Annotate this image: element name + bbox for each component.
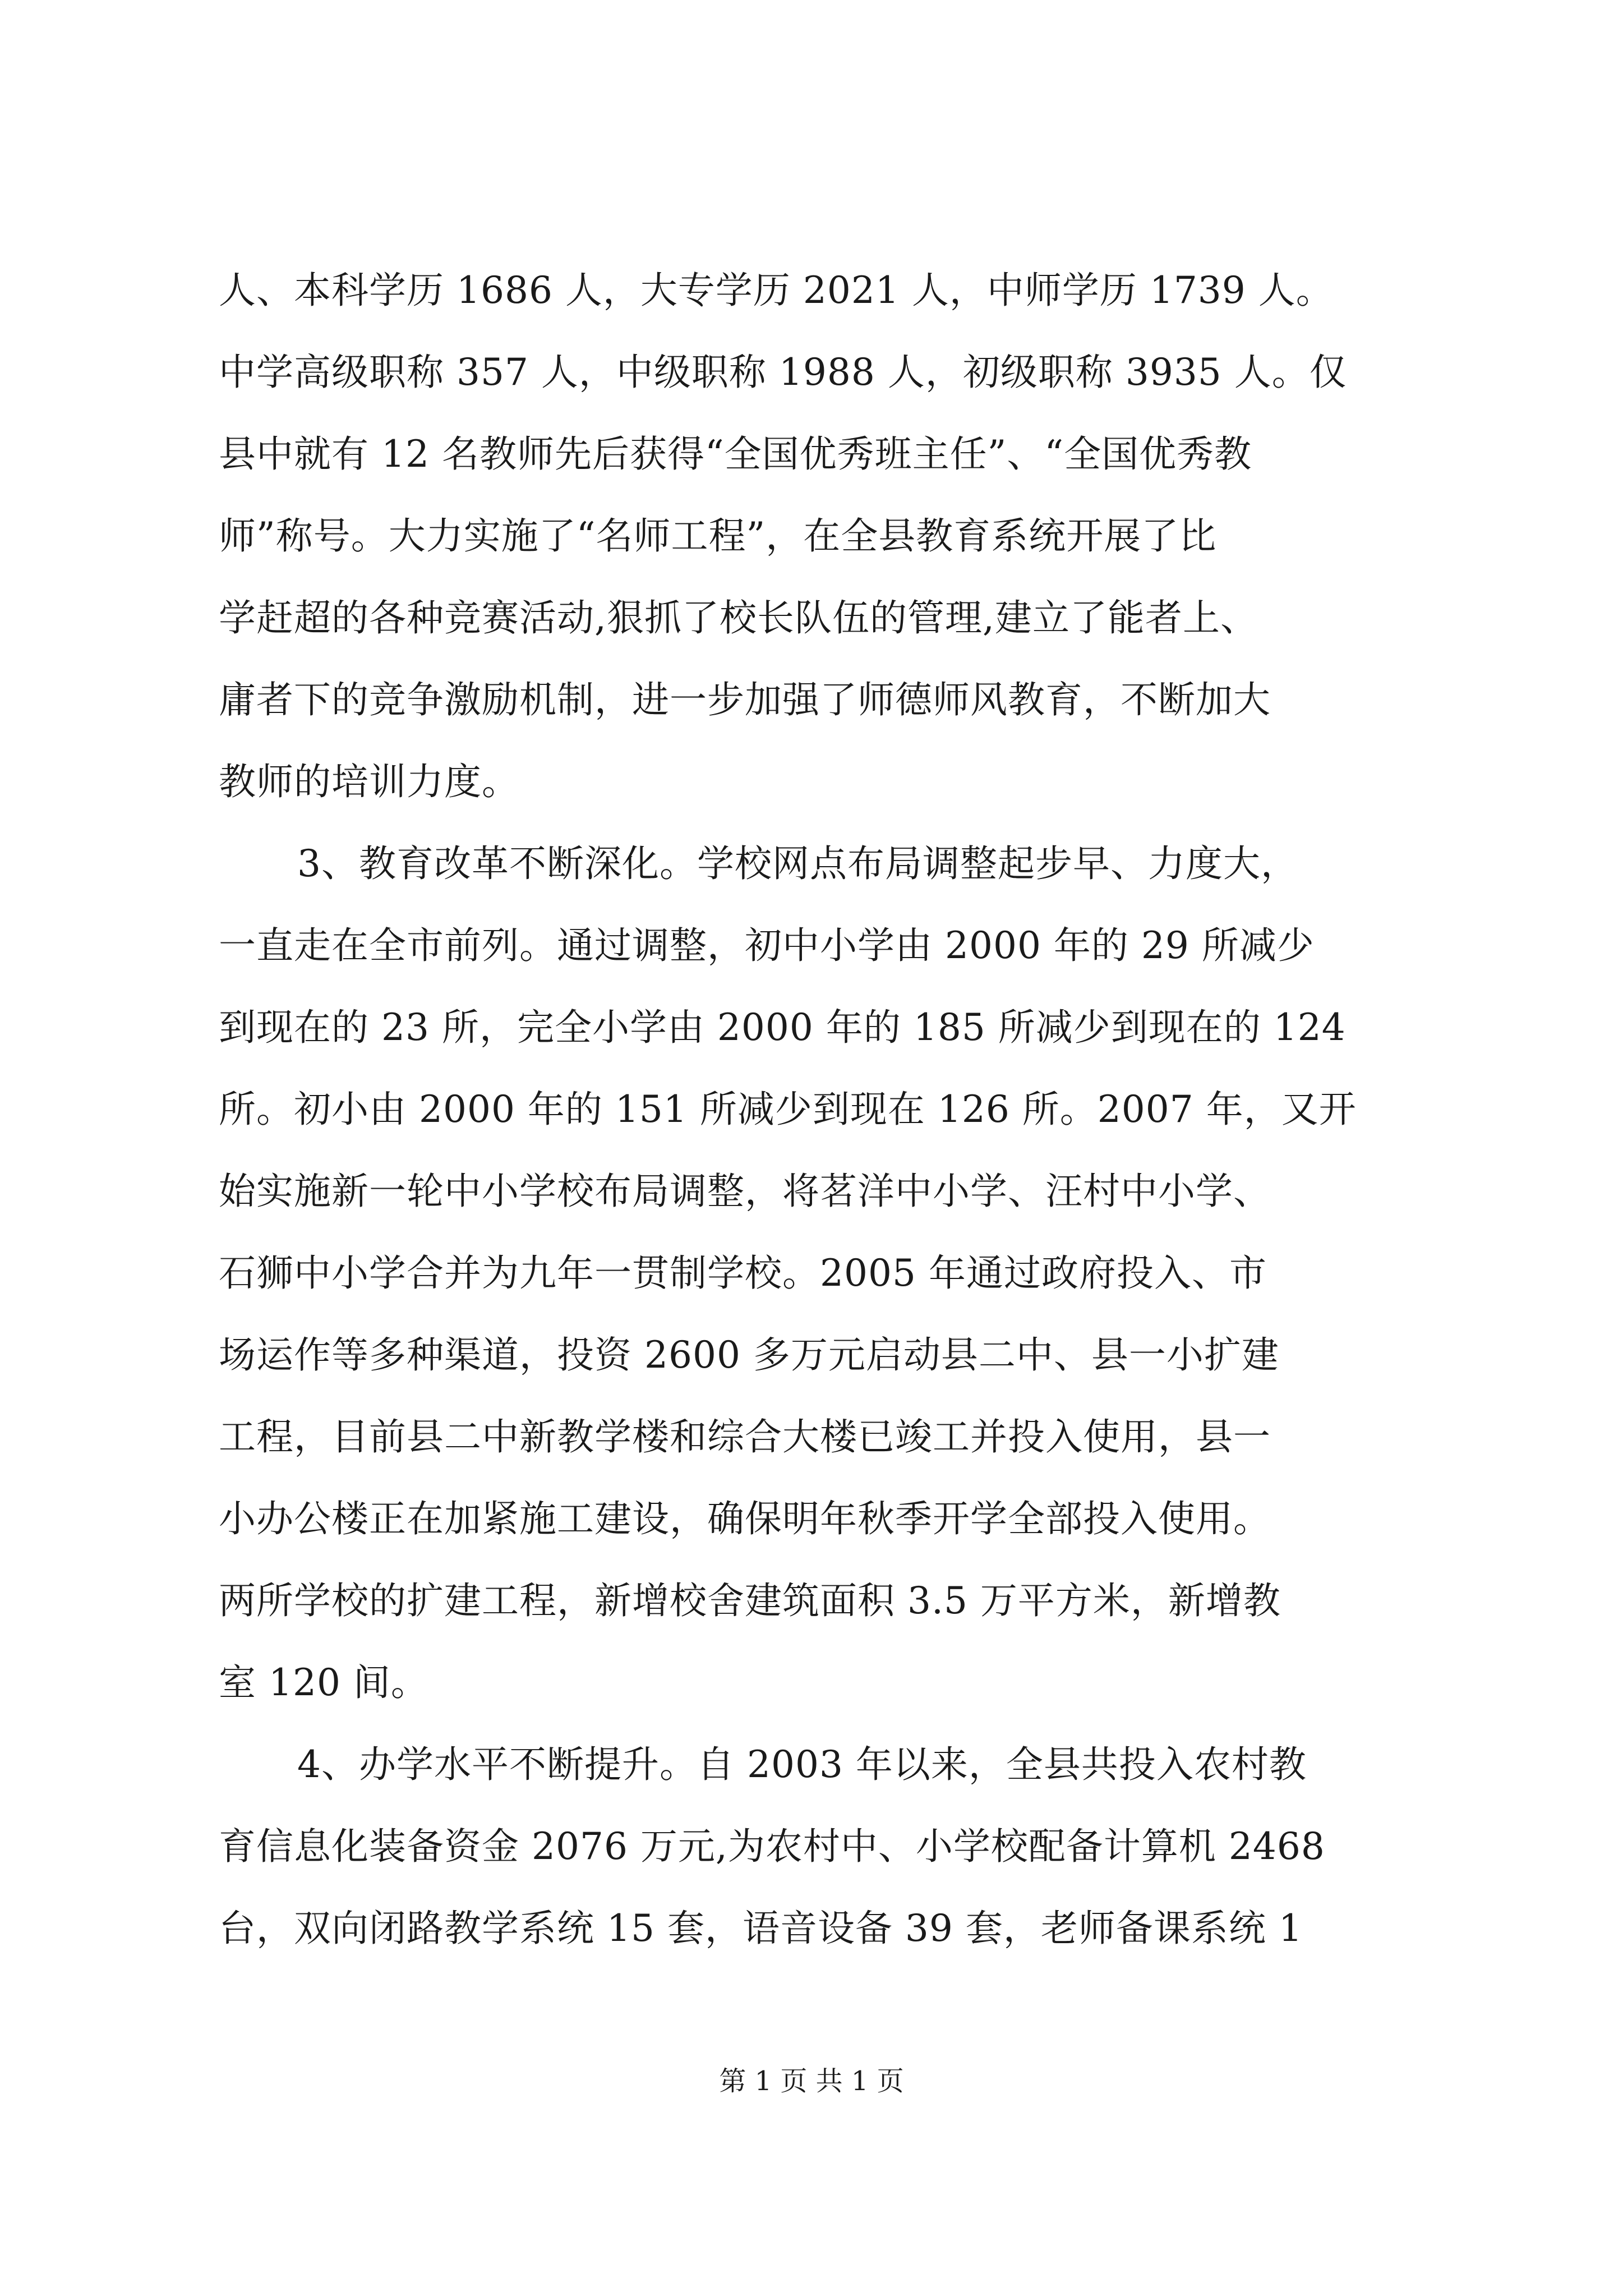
paragraph-start-line: 3、教育改革不断深化。学校网点布局调整起步早、力度大， xyxy=(297,842,1298,885)
text-line: 人、本科学历 1686 人，大专学历 2021 人，中师学历 1739 人。 xyxy=(219,269,1334,312)
text-line: 工程，目前县二中新教学楼和综合大楼已竣工并投入使用，县一 xyxy=(219,1415,1271,1458)
text-line: 师”称号。大力实施了“名师工程”，在全县教育系统开展了比 xyxy=(219,514,1217,558)
text-line: 所。初小由 2000 年的 151 所减少到现在 126 所。2007 年，又开 xyxy=(219,1088,1357,1131)
text-line: 中学高级职称 357 人，中级职称 1988 人，初级职称 3935 人。仅 xyxy=(219,351,1347,394)
text-line: 场运作等多种渠道，投资 2600 多万元启动县二中、县一小扩建 xyxy=(219,1333,1279,1377)
text-line: 室 120 间。 xyxy=(219,1661,428,1704)
text-line: 一直走在全市前列。通过调整，初中小学由 2000 年的 29 所减少 xyxy=(219,924,1315,967)
text-line: 庸者下的竞争激励机制，进一步加强了师德师风教育，不断加大 xyxy=(219,678,1271,721)
page-number-footer: 第 1 页 共 1 页 xyxy=(719,2065,904,2097)
text-line: 小办公楼正在加紧施工建设，确保明年秋季开学全部投入使用。 xyxy=(219,1497,1271,1540)
text-line: 始实施新一轮中小学校布局调整，将茗洋中小学、汪村中小学、 xyxy=(219,1170,1271,1213)
text-line: 台，双向闭路教学系统 15 套，语音设备 39 套，老师备课系统 1 xyxy=(219,1907,1303,1950)
text-line: 学赶超的各种竞赛活动,狠抓了校长队伍的管理,建立了能者上、 xyxy=(219,596,1258,639)
text-line: 县中就有 12 名教师先后获得“全国优秀班主任”、“全国优秀教 xyxy=(219,432,1252,476)
text-line: 到现在的 23 所，完全小学由 2000 年的 185 所减少到现在的 124 xyxy=(219,1006,1346,1049)
text-line: 两所学校的扩建工程，新增校舍建筑面积 3.5 万平方米，新增教 xyxy=(219,1579,1281,1622)
text-line: 育信息化装备资金 2076 万元,为农村中、小学校配备计算机 2468 xyxy=(219,1825,1325,1868)
paragraph-start-line: 4、办学水平不断提升。自 2003 年以来，全县共投入农村教 xyxy=(297,1743,1307,1786)
body-text xyxy=(219,250,1453,1970)
text-line: 教师的培训力度。 xyxy=(219,760,519,803)
text-line: 石狮中小学合并为九年一贯制学校。2005 年通过政府投入、市 xyxy=(219,1251,1267,1295)
